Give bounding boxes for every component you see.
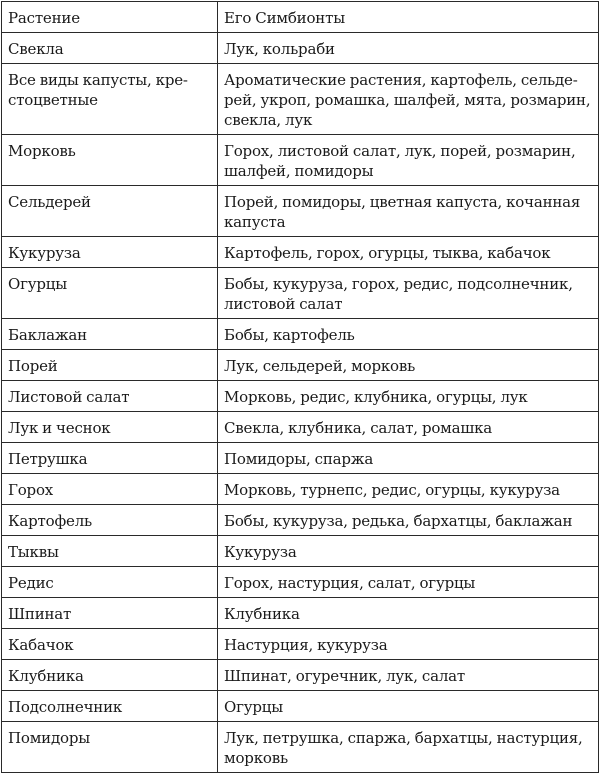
plant-cell: Листовой салат bbox=[2, 381, 218, 412]
symbionts-cell: Помидоры, спаржа bbox=[218, 443, 599, 474]
table-row bbox=[2, 319, 599, 350]
symbionts-cell: Лук, петрушка, спаржа, бархатцы, настурция, морковь bbox=[218, 722, 599, 773]
table-row bbox=[2, 691, 599, 722]
symbionts-cell: Морковь, редис, клубника, огурцы, лук bbox=[218, 381, 599, 412]
table-row bbox=[2, 186, 599, 237]
table-row bbox=[2, 135, 599, 186]
plant-cell: Картофель bbox=[2, 505, 218, 536]
table-row bbox=[2, 536, 599, 567]
table-row bbox=[2, 33, 599, 64]
table-row bbox=[2, 412, 599, 443]
plant-cell: Клубника bbox=[2, 660, 218, 691]
plant-cell: Морковь bbox=[2, 135, 218, 186]
plant-cell: Помидоры bbox=[2, 722, 218, 773]
table-row bbox=[2, 722, 599, 773]
table-row bbox=[2, 381, 599, 412]
table-row bbox=[2, 237, 599, 268]
symbionts-cell: Шпинат, огуречник, лук, салат bbox=[218, 660, 599, 691]
plant-cell: Кукуруза bbox=[2, 237, 218, 268]
symbionts-cell: Лук, кольраби bbox=[218, 33, 599, 64]
symbionts-cell: Кукуруза bbox=[218, 536, 599, 567]
plant-cell: Петрушка bbox=[2, 443, 218, 474]
table-row bbox=[2, 350, 599, 381]
header-plant: Растение bbox=[2, 2, 218, 33]
symbionts-cell: Горох, листовой салат, лук, порей, розмарин, шалфей, помидоры bbox=[218, 135, 599, 186]
table-row bbox=[2, 268, 599, 319]
symbionts-cell: Клубника bbox=[218, 598, 599, 629]
plant-cell: Лук и чеснок bbox=[2, 412, 218, 443]
table-row bbox=[2, 598, 599, 629]
symbionts-cell: Бобы, кукуруза, горох, редис, подсолнечник, листовой салат bbox=[218, 268, 599, 319]
plant-cell: Порей bbox=[2, 350, 218, 381]
symbionts-cell: Свекла, клубника, салат, ромашка bbox=[218, 412, 599, 443]
header-symbionts: Его Симбионты bbox=[218, 2, 599, 33]
symbionts-cell: Бобы, картофель bbox=[218, 319, 599, 350]
symbionts-table bbox=[1, 1, 599, 773]
plant-cell: Все виды капусты, кре- стоцветные bbox=[2, 64, 218, 135]
plant-cell: Баклажан bbox=[2, 319, 218, 350]
plant-cell: Сельдерей bbox=[2, 186, 218, 237]
plant-cell: Подсолнечник bbox=[2, 691, 218, 722]
plant-cell: Огурцы bbox=[2, 268, 218, 319]
table-row bbox=[2, 474, 599, 505]
plant-cell: Шпинат bbox=[2, 598, 218, 629]
symbionts-cell: Лук, сельдерей, морковь bbox=[218, 350, 599, 381]
table-row bbox=[2, 443, 599, 474]
plant-cell: Горох bbox=[2, 474, 218, 505]
plant-cell: Редис bbox=[2, 567, 218, 598]
plant-cell: Кабачок bbox=[2, 629, 218, 660]
symbionts-cell: Огурцы bbox=[218, 691, 599, 722]
symbionts-cell: Морковь, турнепс, редис, огурцы, кукуруза bbox=[218, 474, 599, 505]
plant-cell: Тыквы bbox=[2, 536, 218, 567]
table-row bbox=[2, 64, 599, 135]
symbionts-cell: Бобы, кукуруза, редька, бархатцы, баклажан bbox=[218, 505, 599, 536]
symbionts-cell: Настурция, кукуруза bbox=[218, 629, 599, 660]
table-row bbox=[2, 567, 599, 598]
table-header-row bbox=[2, 2, 599, 33]
symbionts-cell: Ароматические растения, картофель, сельде- рей, укроп, ромашка, шалфей, мята, розмарин, свекла, лук bbox=[218, 64, 599, 135]
table-row bbox=[2, 505, 599, 536]
symbionts-cell: Горох, настурция, салат, огурцы bbox=[218, 567, 599, 598]
table-row bbox=[2, 660, 599, 691]
plant-cell: Свекла bbox=[2, 33, 218, 64]
symbionts-cell: Порей, помидоры, цветная капуста, кочанная капуста bbox=[218, 186, 599, 237]
table-row bbox=[2, 629, 599, 660]
symbionts-cell: Картофель, горох, огурцы, тыква, кабачок bbox=[218, 237, 599, 268]
